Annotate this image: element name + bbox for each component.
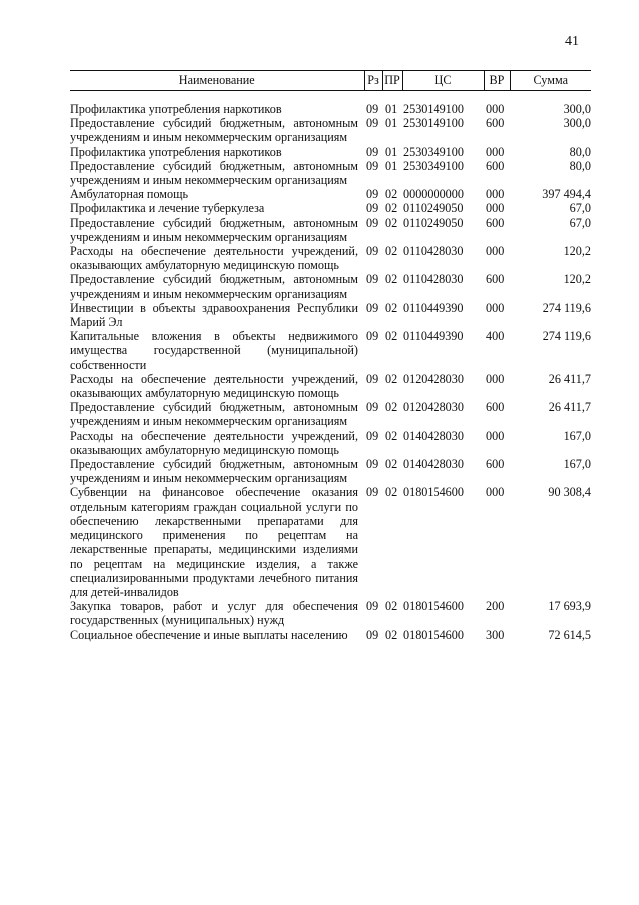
row-name: Предоставление субсидий бюджетным, автономным учреждениям и иным некоммерческим организациям xyxy=(70,457,358,486)
row-pr: 01 xyxy=(385,102,398,116)
row-rz: 09 xyxy=(366,599,379,614)
row-vr: 000 xyxy=(486,371,505,386)
row-name: Амбулаторная помощь xyxy=(70,187,189,202)
row-sum: 300,0 xyxy=(563,116,591,131)
row-vr: 600 xyxy=(486,215,505,230)
row-sum: 80,0 xyxy=(569,158,591,173)
row-pr: 01 xyxy=(385,116,398,131)
row-vr: 600 xyxy=(486,158,505,173)
row-vr: 000 xyxy=(486,300,505,315)
row-rz: 09 xyxy=(366,187,379,202)
row-name: Предоставление субсидий бюджетным, автономным учреждениям и иным некоммерческим организациям xyxy=(70,215,358,244)
row-rz: 09 xyxy=(366,244,379,259)
table-row xyxy=(70,272,591,300)
row-cs: 0140428030 xyxy=(403,428,464,443)
row-pr: 02 xyxy=(385,599,398,614)
row-name: Закупка товаров, работ и услуг для обеспечения государственных (муниципальных) нужд xyxy=(70,599,358,628)
row-sum: 72 614,5 xyxy=(548,627,591,642)
row-sum: 67,0 xyxy=(569,215,591,230)
row-vr: 000 xyxy=(486,485,505,500)
row-name: Социальное обеспечение и иные выплаты населению xyxy=(70,627,348,642)
row-rz: 09 xyxy=(366,158,379,173)
row-sum: 274 119,6 xyxy=(542,300,591,315)
row-rz: 09 xyxy=(366,400,379,415)
row-pr: 02 xyxy=(385,329,398,344)
table-row xyxy=(70,301,591,329)
row-pr: 01 xyxy=(385,158,398,173)
table-row xyxy=(70,116,591,144)
row-vr: 300 xyxy=(486,627,505,642)
row-vr: 600 xyxy=(486,116,505,131)
row-cs: 0120428030 xyxy=(403,371,464,386)
row-rz: 09 xyxy=(366,300,379,315)
row-name: Профилактика и лечение туберкулеза xyxy=(70,201,265,216)
table-row xyxy=(70,187,591,201)
header-vr: ВР xyxy=(484,71,510,91)
table-row xyxy=(70,159,591,187)
row-vr: 000 xyxy=(486,428,505,443)
row-rz: 09 xyxy=(366,144,379,159)
row-cs: 0000000000 xyxy=(403,187,464,202)
header-rz: Рз xyxy=(364,71,382,91)
row-sum: 67,0 xyxy=(569,201,591,216)
row-sum: 17 693,9 xyxy=(548,599,591,614)
row-sum: 167,0 xyxy=(563,457,591,472)
budget-table xyxy=(70,70,591,642)
table-row xyxy=(70,91,591,117)
row-pr: 02 xyxy=(385,201,398,216)
row-pr: 02 xyxy=(385,272,398,287)
table-row xyxy=(70,201,591,215)
row-cs: 0110449390 xyxy=(403,329,464,344)
row-vr: 600 xyxy=(486,272,505,287)
row-name: Предоставление субсидий бюджетным, автономным учреждениям и иным некоммерческим организациям xyxy=(70,116,358,145)
header-cs: ЦС xyxy=(402,71,484,91)
row-vr: 000 xyxy=(486,187,505,202)
row-pr: 01 xyxy=(385,144,398,159)
header-pr: ПР xyxy=(382,71,402,91)
row-pr: 02 xyxy=(385,187,398,202)
row-vr: 200 xyxy=(486,599,505,614)
row-name: Предоставление субсидий бюджетным, автономным учреждениям и иным некоммерческим организациям xyxy=(70,400,358,429)
table-row xyxy=(70,628,591,642)
row-name: Профилактика употребления наркотиков xyxy=(70,144,282,159)
row-name: Расходы на обеспечение деятельности учреждений, оказывающих амбулаторную медицинскую помощь xyxy=(70,244,358,273)
row-name: Профилактика употребления наркотиков xyxy=(70,102,282,116)
row-rz: 09 xyxy=(366,116,379,131)
row-pr: 02 xyxy=(385,244,398,259)
header-name: Наименование xyxy=(70,71,364,91)
table-row xyxy=(70,429,591,457)
row-cs: 0110249050 xyxy=(403,201,464,216)
table-row xyxy=(70,485,591,599)
row-sum: 120,2 xyxy=(563,244,591,259)
row-name: Предоставление субсидий бюджетным, автономным учреждениям и иным некоммерческим организациям xyxy=(70,158,358,188)
row-rz: 09 xyxy=(366,457,379,472)
table-row xyxy=(70,400,591,428)
row-cs: 0180154600 xyxy=(403,599,464,614)
row-rz: 09 xyxy=(366,485,379,500)
row-pr: 02 xyxy=(385,627,398,642)
row-pr: 02 xyxy=(385,400,398,415)
row-vr: 400 xyxy=(486,329,505,344)
row-name: Предоставление субсидий бюджетным, автономным учреждениям и иным некоммерческим организациям xyxy=(70,272,358,301)
row-rz: 09 xyxy=(366,272,379,287)
row-cs: 0110428030 xyxy=(403,272,464,287)
row-cs: 0110428030 xyxy=(403,244,464,259)
row-rz: 09 xyxy=(366,627,379,642)
row-name: Капитальные вложения в объекты недвижимого имущества государственной (муниципальной) собственности xyxy=(70,329,358,372)
row-vr: 000 xyxy=(486,244,505,259)
row-name: Инвестиции в объекты здравоохранения Республики Марий Эл xyxy=(70,300,358,330)
row-cs: 2530349100 xyxy=(403,158,464,173)
row-pr: 02 xyxy=(385,371,398,386)
table-row xyxy=(70,244,591,272)
table-row xyxy=(70,599,591,627)
row-vr: 600 xyxy=(486,400,505,415)
row-sum: 274 119,6 xyxy=(542,329,591,344)
row-sum: 167,0 xyxy=(563,428,591,443)
row-cs: 0110249050 xyxy=(403,215,464,230)
row-rz: 09 xyxy=(366,329,379,344)
row-cs: 2530349100 xyxy=(403,144,464,159)
row-name: Расходы на обеспечение деятельности учреждений, оказывающих амбулаторную медицинскую помощь xyxy=(70,428,358,457)
row-pr: 02 xyxy=(385,300,398,315)
table-row xyxy=(70,372,591,400)
row-rz: 09 xyxy=(366,201,379,216)
row-sum: 300,0 xyxy=(563,102,591,116)
row-cs: 2530149100 xyxy=(403,102,464,116)
header-sum: Сумма xyxy=(510,71,591,91)
table-row xyxy=(70,145,591,159)
row-rz: 09 xyxy=(366,428,379,443)
row-cs: 0110449390 xyxy=(403,300,464,315)
row-sum: 26 411,7 xyxy=(548,371,591,386)
page-number: 41 xyxy=(565,34,579,49)
table-row xyxy=(70,329,591,372)
row-name: Субвенции на финансовое обеспечение оказания отдельным категориям граждан социальной услуги по обеспечению лекарственными препаратами для медицинского применения по рецептам на лекарственные препараты, медицинскими изделиями по рецептам на медицинские изделия, а также специализированными продуктами лечебного питания для детей-инвалидов xyxy=(70,485,358,599)
row-cs: 0180154600 xyxy=(403,627,464,642)
table-row xyxy=(70,216,591,244)
row-pr: 02 xyxy=(385,485,398,500)
table-body xyxy=(70,91,591,642)
row-cs: 2530149100 xyxy=(403,116,464,131)
row-rz: 09 xyxy=(366,215,379,230)
table-header-row xyxy=(70,71,591,91)
row-sum: 80,0 xyxy=(569,144,591,159)
row-vr: 600 xyxy=(486,457,505,472)
row-sum: 120,2 xyxy=(563,272,591,287)
row-pr: 02 xyxy=(385,428,398,443)
row-rz: 09 xyxy=(366,371,379,386)
row-rz: 09 xyxy=(366,102,379,116)
row-cs: 0180154600 xyxy=(403,485,464,500)
row-pr: 02 xyxy=(385,215,398,230)
row-sum: 397 494,4 xyxy=(542,187,591,202)
row-sum: 26 411,7 xyxy=(548,400,591,415)
row-pr: 02 xyxy=(385,457,398,472)
table-row xyxy=(70,457,591,485)
row-sum: 90 308,4 xyxy=(548,485,591,500)
row-vr: 000 xyxy=(486,102,505,116)
row-cs: 0140428030 xyxy=(403,457,464,472)
row-name: Расходы на обеспечение деятельности учреждений, оказывающих амбулаторную медицинскую помощь xyxy=(70,371,358,401)
row-cs: 0120428030 xyxy=(403,400,464,415)
row-vr: 000 xyxy=(486,144,505,159)
row-vr: 000 xyxy=(486,201,505,216)
